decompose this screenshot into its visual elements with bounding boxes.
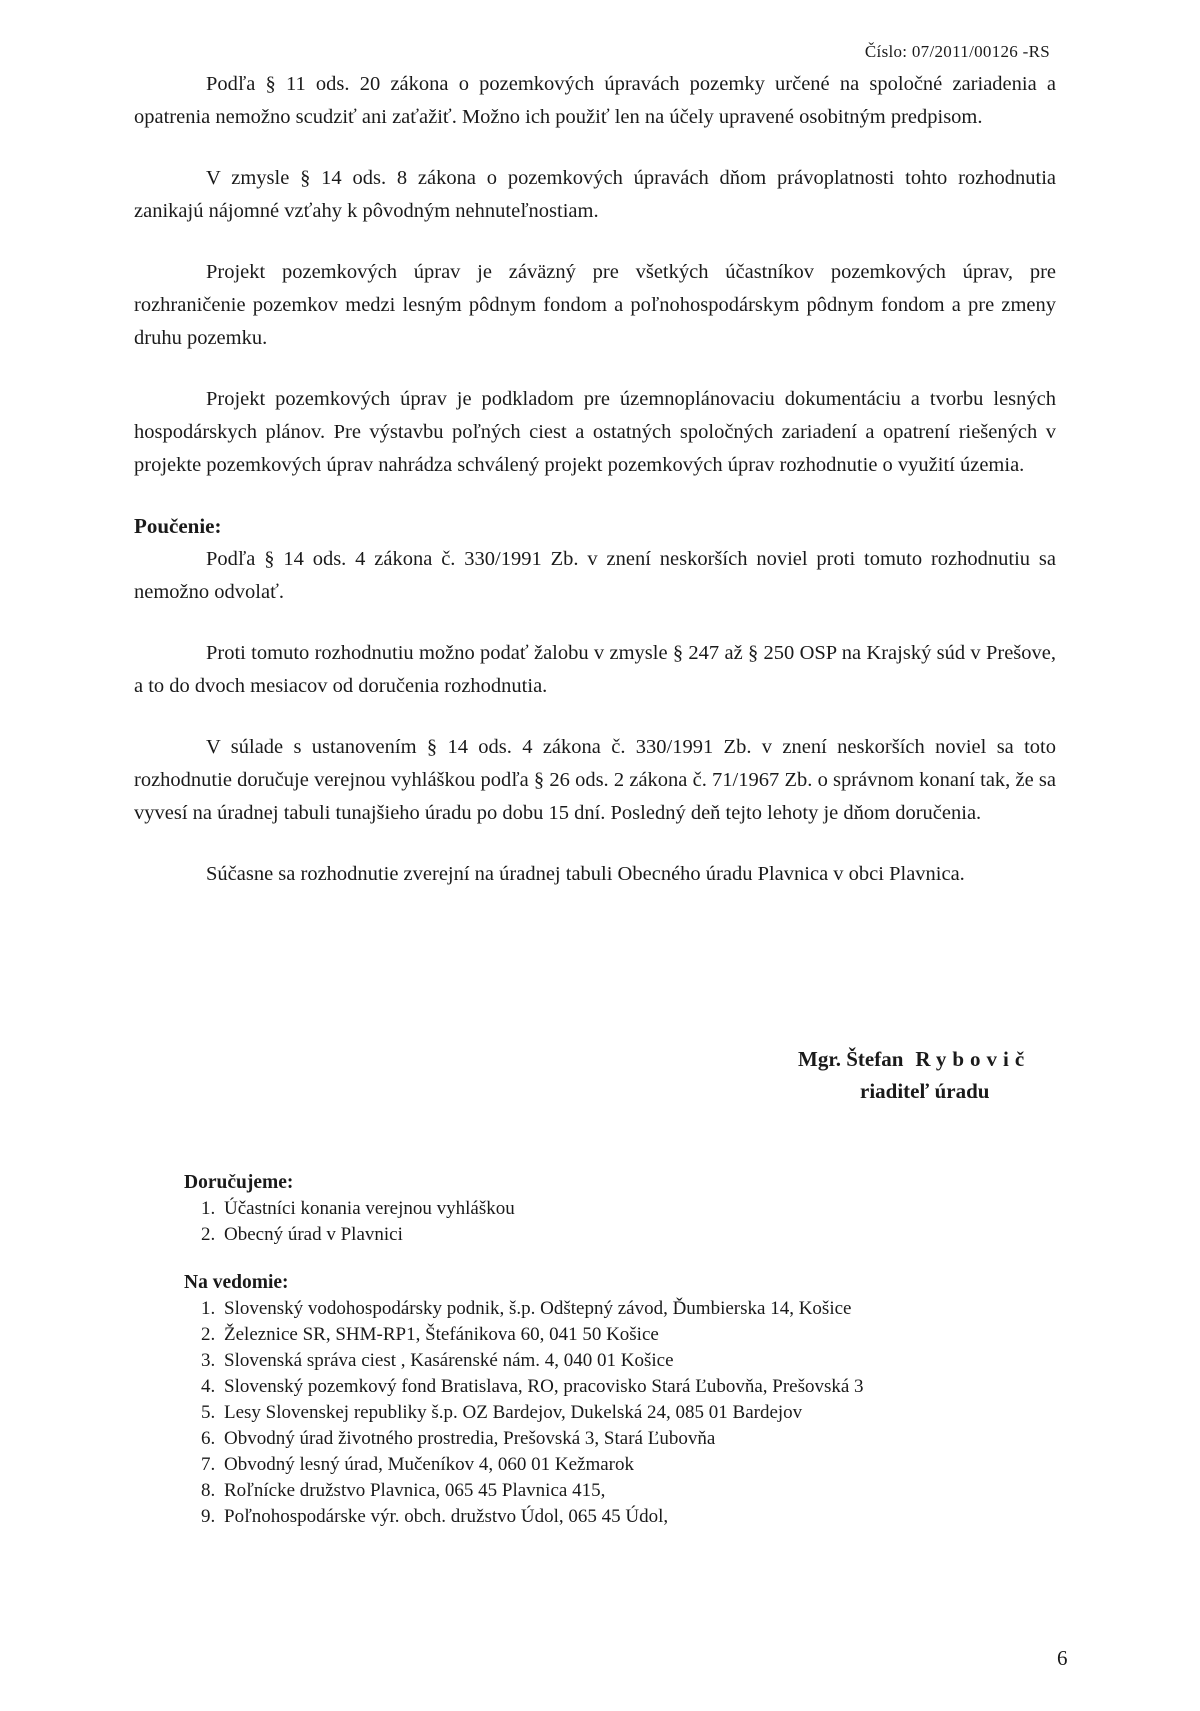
- list-item: 2. Obecný úrad v Plavnici: [220, 1222, 1064, 1248]
- paragraph-project-basis: Projekt pozemkových úprav je podkladom pre územnoplánovaciu dokumentáciu a tvorbu lesných hospodárskych plánov. Pre výstavbu poľných ciest a ostatných spoločných zariadení a opatrení riešených v projekte pozemkových úprav nahrádza schválený projekt pozemkových úprav rozhodnutie o využití územia.: [134, 388, 1056, 476]
- paragraph-common-facilities: Podľa § 11 ods. 20 zákona o pozemkových úpravách pozemky určené na spoločné zariadenia a opatrenia nemožno scudziť ani zaťažiť. Možno ich použiť len na účely upravené osobitným predpisom.: [134, 73, 1056, 128]
- paragraph-no-appeal: Podľa § 14 ods. 4 zákona č. 330/1991 Zb. v znení neskorších noviel proti tomuto rozhodnutiu sa nemožno odvolať.: [134, 548, 1056, 603]
- distribution-lists: [184, 1170, 1064, 1552]
- list-item: 5. Lesy Slovenskej republiky š.p. OZ Bardejov, Dukelská 24, 085 01 Bardejov: [220, 1400, 1064, 1426]
- decision-body: [134, 68, 1056, 919]
- paragraph-lease-termination: V zmysle § 14 ods. 8 zákona o pozemkových úpravách dňom právoplatnosti tohto rozhodnutia zanikajú nájomné vzťahy k pôvodným nehnuteľnostiam.: [134, 167, 1056, 222]
- list-item: 7. Obvodný lesný úrad, Mučeníkov 4, 060 01 Kežmarok: [220, 1452, 1064, 1478]
- list-item: 9. Poľnohospodárske výr. obch. družstvo Údol, 065 45 Údol,: [220, 1504, 1064, 1530]
- delivery-heading: Doručujeme:: [184, 1172, 294, 1193]
- paragraph-lawsuit: Proti tomuto rozhodnutiu možno podať žalobu v zmysle § 247 až § 250 OSP na Krajský súd v Prešove, a to do dvoch mesiacov od doručenia rozhodnutia.: [134, 642, 1056, 697]
- notice-heading: Na vedomie:: [184, 1272, 289, 1293]
- list-item: 4. Slovenský pozemkový fond Bratislava, RO, pracovisko Stará Ľubovňa, Prešovská 3: [220, 1374, 1064, 1400]
- list-item: 8. Roľnícke družstvo Plavnica, 065 45 Plavnica 415,: [220, 1478, 1064, 1504]
- list-item: 1. Účastníci konania verejnou vyhláškou: [220, 1196, 1064, 1222]
- signatory-name: [798, 1043, 1030, 1075]
- list-item: 6. Obvodný úrad životného prostredia, Prešovská 3, Stará Ľubovňa: [220, 1426, 1064, 1452]
- notice-list: [184, 1296, 1064, 1530]
- reference-number: Číslo: 07/2011/00126 -RS: [864, 42, 1050, 61]
- paragraph-public-notice: V súlade s ustanovením § 14 ods. 4 zákona č. 330/1991 Zb. v znení neskorších noviel sa toto rozhodnutie doručuje verejnou vyhláškou podľa § 26 ods. 2 zákona č. 71/1967 Zb. o správnom konaní tak, že sa vyvesí na úradnej tabuli tunajšieho úradu po dobu 15 dní. Posledný deň tejto lehoty je dňom doručenia.: [134, 736, 1056, 824]
- signatory-first-name: Mgr. Štefan: [798, 1047, 904, 1071]
- signature-block: [798, 1043, 1030, 1107]
- list-item: 1. Slovenský vodohospodársky podnik, š.p. Odštepný závod, Ďumbierska 14, Košice: [220, 1296, 1064, 1322]
- paragraph-project-binding: Projekt pozemkových úprav je záväzný pre všetkých účastníkov pozemkových úprav, pre rozhraničenie pozemkov medzi lesným pôdnym fondom a poľnohospodárskym pôdnym fondom a pre zmeny druhu pozemku.: [134, 261, 1056, 349]
- list-item: 3. Slovenská správa ciest , Kasárenské nám. 4, 040 01 Košice: [220, 1348, 1064, 1374]
- paragraph-publication: Súčasne sa rozhodnutie zverejní na úradnej tabuli Obecného úradu Plavnica v obci Plavnica.: [206, 863, 965, 885]
- signatory-title: riaditeľ úradu: [860, 1079, 990, 1103]
- signatory-surname: Rybovič: [915, 1047, 1031, 1071]
- instruction-heading: Poučenie:: [134, 514, 222, 538]
- page-number: 6: [1057, 1646, 1068, 1670]
- list-item: 2. Železnice SR, SHM-RP1, Štefánikova 60, 041 50 Košice: [220, 1322, 1064, 1348]
- delivery-list: [184, 1196, 1064, 1248]
